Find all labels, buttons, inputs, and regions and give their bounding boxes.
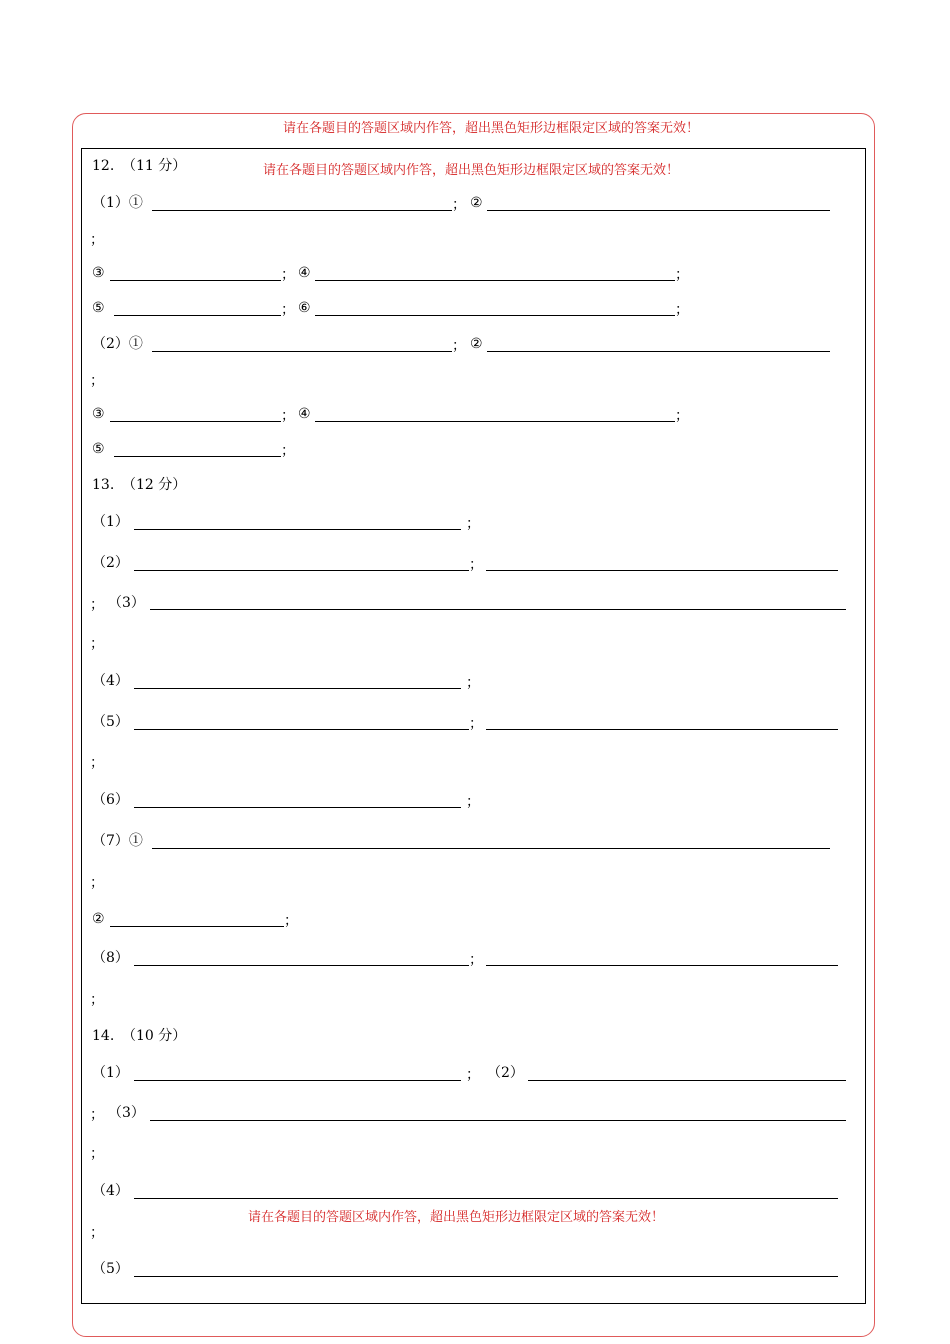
separator: ； bbox=[452, 338, 466, 354]
q12-2-1-answer-line[interactable] bbox=[152, 351, 452, 352]
q13-part5-label: （5） bbox=[92, 714, 129, 730]
q14-part1-label: （1） bbox=[92, 1065, 129, 1081]
q13-7-1-answer-line[interactable] bbox=[152, 848, 830, 849]
q14-number: 14. bbox=[92, 1028, 115, 1044]
separator: ； bbox=[469, 716, 483, 732]
q13-7-2-answer-line[interactable] bbox=[110, 926, 284, 927]
q14-2-answer-line[interactable] bbox=[528, 1080, 846, 1081]
q12-1-2-answer-line[interactable] bbox=[487, 210, 830, 211]
q12-1-4-answer-line[interactable] bbox=[315, 280, 675, 281]
separator: ； bbox=[469, 952, 483, 968]
separator: ； bbox=[675, 267, 689, 283]
q12-1-2-label: ② bbox=[470, 195, 483, 211]
separator: ； bbox=[469, 557, 483, 573]
separator: ； bbox=[90, 232, 104, 248]
q13-8-answer-line-b[interactable] bbox=[486, 965, 838, 966]
q12-1-1-answer-line[interactable] bbox=[152, 210, 452, 211]
q13-part3-label: （3） bbox=[108, 595, 145, 611]
separator: ； bbox=[90, 875, 104, 891]
q12-1-4-label: ④ bbox=[298, 265, 311, 281]
q13-3-answer-line[interactable] bbox=[150, 609, 846, 610]
separator: ； bbox=[284, 913, 298, 929]
q12-number: 12. bbox=[92, 158, 115, 174]
separator: ； bbox=[90, 597, 104, 613]
q12-2-4-answer-line[interactable] bbox=[315, 421, 675, 422]
q13-8-answer-line-a[interactable] bbox=[134, 965, 469, 966]
q14-4-answer-line[interactable] bbox=[134, 1198, 838, 1199]
q14-score: （10 分） bbox=[122, 1028, 187, 1044]
separator: ； bbox=[281, 302, 295, 318]
q12-score: （11 分） bbox=[122, 158, 187, 174]
q13-part1-label: （1） bbox=[92, 514, 129, 530]
separator: ； bbox=[466, 794, 480, 810]
q13-number: 13. bbox=[92, 477, 115, 493]
q12-1-3-answer-line[interactable] bbox=[110, 280, 281, 281]
notice-bottom: 请在各题目的答题区域内作答，超出黑色矩形边框限定区域的答案无效！ bbox=[248, 1210, 665, 1225]
q13-5-answer-line-b[interactable] bbox=[486, 729, 838, 730]
separator: ； bbox=[675, 408, 689, 424]
notice-top: 请在各题目的答题区域内作答，超出黑色矩形边框限定区域的答案无效！ bbox=[283, 121, 700, 136]
q14-5-answer-line[interactable] bbox=[134, 1276, 838, 1277]
separator: ； bbox=[90, 992, 104, 1008]
q13-2-answer-line-b[interactable] bbox=[486, 570, 838, 571]
separator: ； bbox=[90, 373, 104, 389]
q13-7-2-label: ② bbox=[92, 911, 105, 927]
q13-part2-label: （2） bbox=[92, 555, 129, 571]
q13-2-answer-line-a[interactable] bbox=[134, 570, 469, 571]
q12-1-5-label: ⑤ bbox=[92, 300, 105, 316]
q12-part2-label: （2）① bbox=[92, 336, 143, 352]
q14-part3-label: （3） bbox=[108, 1105, 145, 1121]
q12-1-3-label: ③ bbox=[92, 265, 105, 281]
q13-part6-label: （6） bbox=[92, 792, 129, 808]
q14-1-answer-line[interactable] bbox=[134, 1080, 461, 1081]
separator: ； bbox=[281, 267, 295, 283]
separator: ； bbox=[466, 1067, 480, 1083]
q12-2-4-label: ④ bbox=[298, 406, 311, 422]
q13-score: （12 分） bbox=[122, 477, 187, 493]
q13-part4-label: （4） bbox=[92, 673, 129, 689]
q12-2-2-answer-line[interactable] bbox=[487, 351, 830, 352]
separator: ； bbox=[90, 755, 104, 771]
q13-1-answer-line[interactable] bbox=[134, 529, 461, 530]
q12-1-6-answer-line[interactable] bbox=[315, 315, 675, 316]
q14-part2-label: （2） bbox=[487, 1065, 524, 1081]
q12-2-3-label: ③ bbox=[92, 406, 105, 422]
q14-part4-label: （4） bbox=[92, 1183, 129, 1199]
separator: ； bbox=[90, 636, 104, 652]
separator: ； bbox=[452, 197, 466, 213]
q13-4-answer-line[interactable] bbox=[134, 688, 461, 689]
separator: ； bbox=[281, 408, 295, 424]
q13-part7-label: （7）① bbox=[92, 833, 143, 849]
separator: ； bbox=[90, 1225, 104, 1241]
q12-1-5-answer-line[interactable] bbox=[114, 315, 281, 316]
q12-2-5-answer-line[interactable] bbox=[114, 456, 281, 457]
q12-2-2-label: ② bbox=[470, 336, 483, 352]
separator: ； bbox=[466, 516, 480, 532]
notice-q12: 请在各题目的答题区域内作答，超出黑色矩形边框限定区域的答案无效！ bbox=[263, 163, 680, 178]
separator: ； bbox=[675, 302, 689, 318]
separator: ； bbox=[90, 1146, 104, 1162]
q14-3-answer-line[interactable] bbox=[150, 1120, 846, 1121]
separator: ； bbox=[281, 443, 295, 459]
q13-6-answer-line[interactable] bbox=[134, 807, 461, 808]
separator: ； bbox=[90, 1107, 104, 1123]
q12-2-5-label: ⑤ bbox=[92, 441, 105, 457]
q12-2-3-answer-line[interactable] bbox=[110, 421, 281, 422]
separator: ； bbox=[466, 675, 480, 691]
q14-part5-label: （5） bbox=[92, 1261, 129, 1277]
q13-part8-label: （8） bbox=[92, 950, 129, 966]
q13-5-answer-line-a[interactable] bbox=[134, 729, 469, 730]
q12-part1-label: （1）① bbox=[92, 195, 143, 211]
q12-1-6-label: ⑥ bbox=[298, 300, 311, 316]
